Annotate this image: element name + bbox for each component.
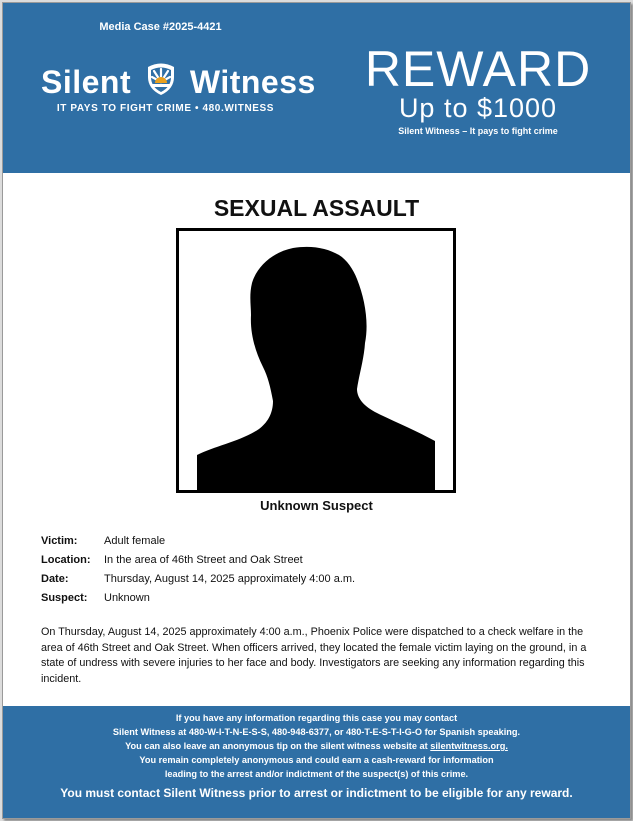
detail-row-suspect [41, 592, 355, 611]
detail-value: In the area of 46th Street and Oak Street [104, 554, 303, 566]
detail-label: Location: [41, 554, 91, 566]
footer-line-5: leading to the arrest and/or indictment of the suspect(s) of this crime. [164, 769, 469, 779]
detail-value: Adult female [104, 535, 166, 547]
tagline: IT PAYS TO FIGHT CRIME • 480.WITNESS [56, 103, 275, 114]
reward-heading: REWARD [364, 41, 592, 97]
photo-caption: Unknown Suspect [260, 498, 373, 513]
footer-banner [3, 706, 630, 818]
reward-subtitle: Silent Witness – It pays to fight crime [398, 126, 558, 136]
footer-line-3-text: You can also leave an anonymous tip on the silent witness website at [125, 741, 428, 751]
case-details [41, 535, 355, 611]
detail-row-victim [41, 535, 355, 554]
detail-value: Thursday, August 14, 2025 approximately 4:00 a.m. [104, 573, 356, 585]
footer-line-4: You remain completely anonymous and could earn a cash-reward for information [139, 755, 494, 765]
header-banner [3, 3, 630, 173]
media-case-number: Media Case #2025-4421 [99, 21, 222, 33]
footer-line-1: If you have any information regarding this case you may contact [175, 713, 458, 723]
detail-value: Unknown [104, 592, 150, 604]
silent-witness-logo [41, 61, 316, 101]
sun-shield-icon [143, 61, 179, 97]
detail-label: Victim: [41, 535, 78, 547]
eligibility-notice: You must contact Silent Witness prior to arrest or indictment to be eligible for any reward. [60, 786, 573, 800]
detail-row-location [41, 554, 355, 573]
footer-line-3 [3, 741, 630, 751]
flyer-page [2, 2, 631, 819]
crime-title: SEXUAL ASSAULT [213, 195, 420, 221]
brand-word-witness: Witness [189, 64, 316, 100]
brand-word-silent: Silent [41, 64, 132, 100]
reward-amount: Up to $1000 [398, 93, 558, 123]
detail-label: Date: [41, 573, 69, 585]
suspect-photo [176, 228, 456, 493]
case-narrative: On Thursday, August 14, 2025 approximately 4:00 a.m., Phoenix Police were dispatched to a check welfare in the area of 46th Street and Oak Street. When officers arrived, they located the female victim laying on the ground, in a state of undress with severe injuries to her face and body. Investigators are seeking any information regarding this incident. [41, 626, 587, 685]
website-link[interactable]: silentwitness.org. [430, 741, 508, 751]
detail-row-date [41, 573, 355, 592]
footer-line-2: Silent Witness at 480-W-I-T-N-E-S-S, 480-948-6377, or 480-T-E-S-T-I-G-O for Spanish speaking. [112, 727, 521, 737]
suspect-silhouette-icon [179, 231, 453, 490]
detail-label: Suspect: [41, 592, 88, 604]
